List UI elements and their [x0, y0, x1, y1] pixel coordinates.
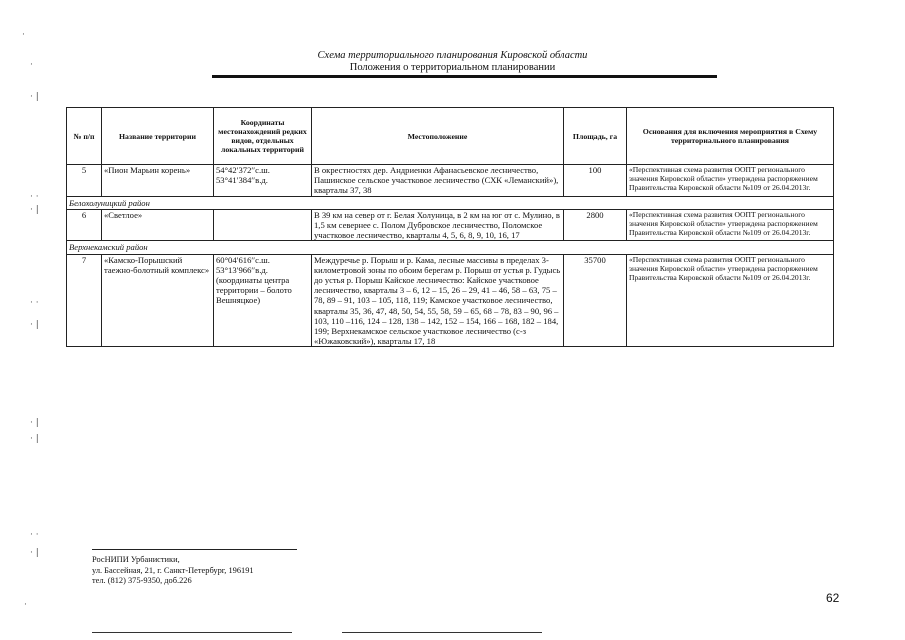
document-title: Схема территориального планирования Кировской области	[317, 50, 588, 61]
table-row	[67, 254, 834, 347]
scan-mark: ·	[24, 600, 27, 610]
column-header-coordinates: Координаты местонахождений редких видов, отдельных локальных территорий	[214, 108, 312, 165]
scan-mark: ·	[30, 60, 33, 70]
document-subtitle: Положения о территориальном планировании	[349, 62, 556, 73]
table-row	[67, 165, 834, 197]
cell-coordinates: 54°42ʹ372ʹʹс.ш. 53°41ʹ384ʹʹв.д.	[214, 165, 312, 197]
scan-mark: ·	[22, 30, 25, 40]
page-number: 62	[826, 591, 840, 605]
footer-address: ул. Бассейная, 21, г. Санкт-Петербург, 196191	[92, 565, 254, 575]
cell-basis: «Перспективная схема развития ООПТ регионального значения Кировской области» утверждена распоряжением Правительства Кировской области №109 от 26.04.2013г.	[627, 254, 834, 347]
scan-mark: · ·	[30, 298, 39, 308]
cell-location: В окрестностях дер. Андриенки Афанасьевское лесничество, Пашинское сельское участковое лесничество (СХК «Леманский»), кварталы 37, 38	[312, 165, 564, 197]
cell-coordinates	[214, 209, 312, 241]
cell-name: «Светлое»	[102, 209, 214, 241]
footer-rule	[92, 549, 297, 550]
column-header-basis: Основания для включения мероприятия в Схему территориального планирования	[627, 108, 834, 165]
region-row	[67, 196, 834, 209]
column-header-area: Площадь, га	[564, 108, 627, 165]
bottom-rule	[342, 632, 542, 633]
cell-name: «Камско-Порышский таежно-болотный комплекс»	[102, 254, 214, 347]
cell-coordinates: 60°04ʹ616ʹʹс.ш. 53°13ʹ966ʹʹв.д. (координаты центра территории – болото Вешняцкое)	[214, 254, 312, 347]
table-header-row	[67, 108, 834, 165]
cell-area: 35700	[564, 254, 627, 347]
footer-organization-block	[92, 555, 254, 587]
footer-org-name: РосНИПИ Урбанистики,	[92, 555, 180, 564]
table-row	[67, 209, 834, 241]
scan-mark: · ·	[30, 530, 39, 540]
column-header-number: № п/п	[67, 108, 102, 165]
bottom-rule	[92, 632, 292, 633]
cell-basis: «Перспективная схема развития ООПТ регионального значения Кировской области» утверждена распоряжением Правительства Кировской области №109 от 26.04.2013г.	[627, 209, 834, 241]
cell-location: Междуречье р. Порыш и р. Кама, лесные массивы в пределах 3-километровой зоны по обоим берегам р. Порыш от устья р. Гудысь до устья р. Порыш Кайское лесничество: Кайское участковое лесничество, кварталы 3 – 6, 12 – 15, 26 – 29, 41 – 46, 58 – 63, 75 –78, 89 – 91, 103 – 105, 118, 119; Камское участковое лесничество, кварталы 35, 36, 47, 48, 50, 54, 55, 58, 59 – 65, 68 – 78, 83 – 90, 96 – 103, 110 –116, 124 – 128, 138 – 142, 152 – 154, 166 – 168, 182 – 184, 199; Верхнекамское сельское участковое лесничество (с-з «Южаковский»), кварталы 17, 18	[312, 254, 564, 347]
region-row	[67, 241, 834, 254]
cell-basis: «Перспективная схема развития ООПТ регионального значения Кировской области» утверждена распоряжением Правительства Кировской области №109 от 26.04.2013г.	[627, 165, 834, 197]
region-label: Белохолуницкий район	[67, 196, 834, 209]
header-rule	[212, 75, 717, 78]
scan-mark: · |	[30, 205, 39, 215]
region-label: Верхнекамский район	[67, 241, 834, 254]
scan-margin-marks	[0, 0, 40, 640]
cell-number: 7	[67, 254, 102, 347]
cell-number: 6	[67, 209, 102, 241]
scan-mark: · |	[30, 434, 39, 444]
scan-mark: · |	[30, 418, 39, 428]
scan-mark: · |	[30, 92, 39, 102]
cell-location: В 39 км на север от г. Белая Холуница, в 2 км на юг от с. Мулино, в 1,5 км севернее с. Полом Дубровское лесничество, Поломское участковое лесничество, кварталы 4, 5, 6, 8, 9, 10, 16, 17	[312, 209, 564, 241]
cell-number: 5	[67, 165, 102, 197]
cell-name: «Пион Марьин корень»	[102, 165, 214, 197]
column-header-location: Местоположение	[312, 108, 564, 165]
scan-mark: · |	[30, 320, 39, 330]
territories-table	[66, 107, 834, 347]
scan-mark: · |	[30, 548, 39, 558]
cell-area: 2800	[564, 209, 627, 241]
cell-area: 100	[564, 165, 627, 197]
footer-phone: тел. (812) 375-9350, доб.226	[92, 576, 192, 585]
column-header-name: Название территории	[102, 108, 214, 165]
scan-mark: · ·	[30, 192, 39, 202]
